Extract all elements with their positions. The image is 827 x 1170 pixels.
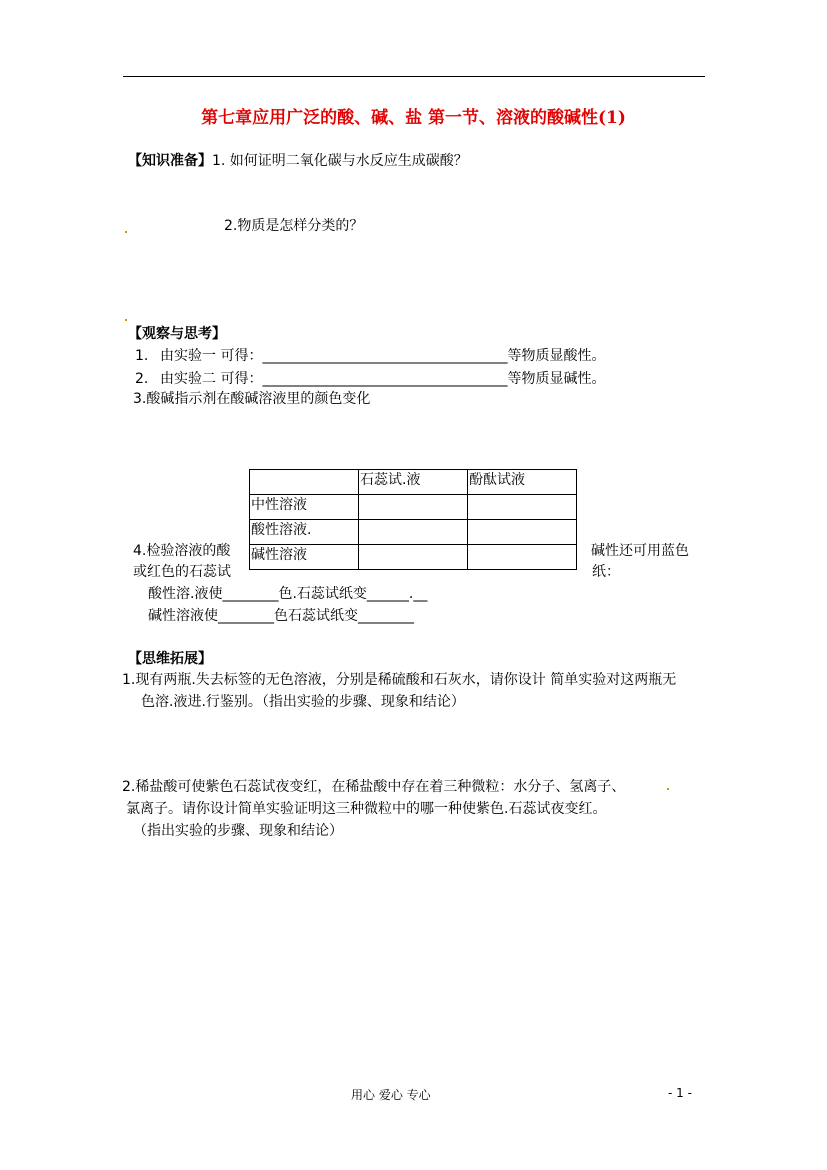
header-rule <box>123 76 705 77</box>
footer-motto: 用心 爱心 专心 <box>351 1088 431 1102</box>
table-cell: 酸性溶液. <box>250 520 359 545</box>
table-cell <box>359 520 468 545</box>
extend-header: 【思维拓展】 <box>128 651 212 667</box>
table-cell <box>359 495 468 520</box>
indicator-table <box>249 469 577 570</box>
extend-q1-line-1: 1.现有两瓶.失去标签的无色溶液，分别是稀硫酸和石灰水，请你设计 简单实验对这两瓶无 <box>122 672 677 688</box>
page-title: 第七章应用广泛的酸、碱、盐 第一节、溶液的酸碱性(1) <box>201 108 626 128</box>
table-cell <box>359 545 468 570</box>
extend-q2-line-1: 2.稀盐酸可使紫色石蕊试夜变红，在稀盐酸中存在着三种微粒：水分子、氢离子、 <box>122 779 626 795</box>
table-cell: 碱性溶液 <box>250 545 359 570</box>
q4-acid-line: 酸性溶.液使________色.石蕊试纸变______.__ <box>148 586 428 602</box>
q4-left-line-1: 4.检验溶液的酸 <box>133 543 231 559</box>
prep-header: 【知识准备】 <box>128 153 212 169</box>
prep-question-2: 2.物质是怎样分类的？ <box>224 218 364 234</box>
table-header-cell <box>250 470 359 495</box>
observe-line-1: 由实验一 可得：___________________________________等物质显酸性。 <box>160 348 606 364</box>
q4-right-line-1: 碱性还可用蓝色 <box>591 543 689 559</box>
stray-mark <box>125 319 127 321</box>
table-header-cell: 酚酞试液 <box>468 470 577 495</box>
table-row <box>250 545 577 570</box>
table-header-row <box>250 470 577 495</box>
table-header-cell: 石蕊试.液 <box>359 470 468 495</box>
observe-line-2-number: 2. <box>135 371 149 387</box>
table-cell <box>468 495 577 520</box>
observe-header: 【观察与思考】 <box>128 326 226 342</box>
table-cell <box>468 520 577 545</box>
q4-left-line-2: 或红色的石蕊试 <box>133 564 231 580</box>
stray-mark <box>667 788 669 790</box>
prep-question-1: 1. 如何证明二氧化碳与水反应生成碳酸？ <box>212 153 468 169</box>
observe-line-3: 3.酸碱指示剂在酸碱溶液里的颜色变化 <box>133 391 371 407</box>
stray-mark <box>125 231 127 233</box>
table-row <box>250 495 577 520</box>
q4-base-line: 碱性溶液使________色石蕊试纸变________ <box>148 608 414 624</box>
extend-q1-line-2: 色溶.液进.行鉴别。（指出实验的步骤、现象和结论） <box>141 694 465 710</box>
extend-q2-line-2: 氯离子。请你设计简单实验证明这三种微粒中的哪一种使紫色.石蕊试夜变红。 <box>126 801 607 817</box>
extend-q2-line-3: （指出实验的步骤、现象和结论） <box>133 823 343 839</box>
q4-right-line-2: 纸： <box>592 564 620 580</box>
page-number: - 1 - <box>668 1086 692 1100</box>
prep-section <box>128 152 468 170</box>
observe-line-1-number: 1. <box>135 348 149 364</box>
table-cell <box>468 545 577 570</box>
table-row <box>250 520 577 545</box>
observe-line-2: 由实验二 可得：___________________________________等物质显碱性。 <box>160 371 606 387</box>
table-cell: 中性溶液 <box>250 495 359 520</box>
